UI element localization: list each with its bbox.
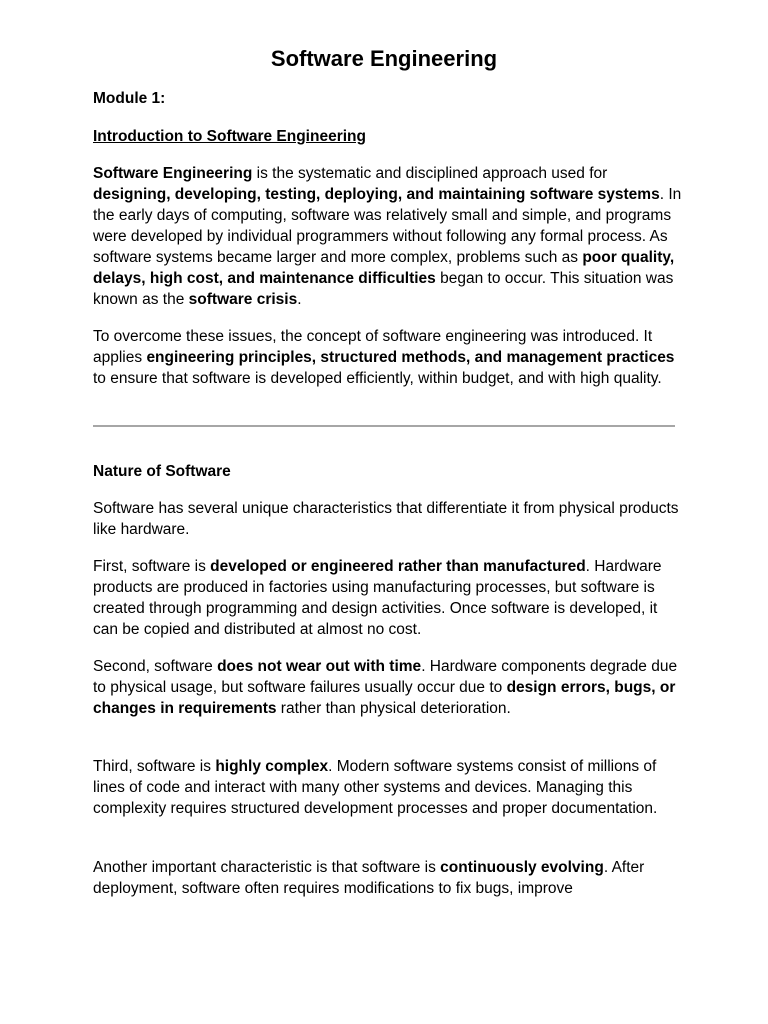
text-run: First, software is (93, 558, 211, 575)
bold-text-run: designing, developing, testing, deploying, and maintaining software systems (93, 186, 660, 203)
text-run: is the systematic and disciplined approach used for (252, 165, 608, 182)
text-run: Software has several unique characteristics that differentiate it from physical products like hardware. (93, 500, 679, 538)
text-run: . After deployment, software often requires modifications to fix bugs, improve (93, 859, 645, 897)
nature-paragraph-1 (93, 498, 683, 540)
bold-text-run: poor quality, delays, high cost, and maintenance difficulties (93, 249, 675, 287)
nature-heading: Nature of Software (93, 463, 231, 480)
text-run: . (297, 291, 302, 308)
bold-text-run: engineering principles, structured methods, and management practices (146, 349, 675, 366)
nature-paragraph-2 (93, 556, 683, 640)
text-run: . Hardware products are produced in factories using manufacturing processes, but software is created through programming and design activities. Once software is developed, it can be copied and distributed at almost no cost. (93, 558, 662, 638)
text-run: to ensure that software is developed efficiently, within budget, and with high quality. (93, 370, 662, 387)
bold-text-run: design errors, bugs, or changes in requirements (93, 679, 676, 717)
intro-paragraph-2 (93, 326, 683, 389)
nature-paragraph-3 (93, 656, 683, 719)
bold-text-run: developed or engineered rather than manufactured (210, 558, 586, 575)
nature-paragraph-4 (93, 756, 683, 819)
text-run: . Hardware components degrade due to physical usage, but software failures usually occur due to (93, 658, 678, 696)
intro-heading: Introduction to Software Engineering (93, 128, 366, 145)
nature-paragraph-5 (93, 857, 683, 899)
text-run: Another important characteristic is that software is (93, 859, 441, 876)
text-run: Second, software (93, 658, 218, 675)
text-run: . Modern software systems consist of millions of lines of code and interact with many other systems and devices. Managing this complexity requires structured development processes and proper documentation. (93, 758, 658, 817)
bold-text-run: software crisis (188, 291, 298, 308)
text-run: Third, software is (93, 758, 216, 775)
bold-text-run: does not wear out with time (217, 658, 422, 675)
text-run: . In the early days of computing, software was relatively small and simple, and programs were developed by individual programmers without following any formal process. As software systems became larger and more complex, problems such as (93, 186, 682, 266)
document-title: Software Engineering (270, 46, 498, 71)
bold-text-run: highly complex (215, 758, 329, 775)
text-run: To overcome these issues, the concept of software engineering was introduced. It applies (93, 328, 653, 366)
bold-text-run: continuously evolving (440, 859, 604, 876)
intro-paragraph-1 (93, 163, 683, 310)
bold-text-run: Software Engineering (93, 165, 253, 182)
text-run: rather than physical deterioration. (276, 700, 511, 717)
text-run: began to occur. This situation was known as the (93, 270, 674, 308)
module-label: Module 1: (93, 90, 166, 107)
section-divider (93, 425, 675, 427)
